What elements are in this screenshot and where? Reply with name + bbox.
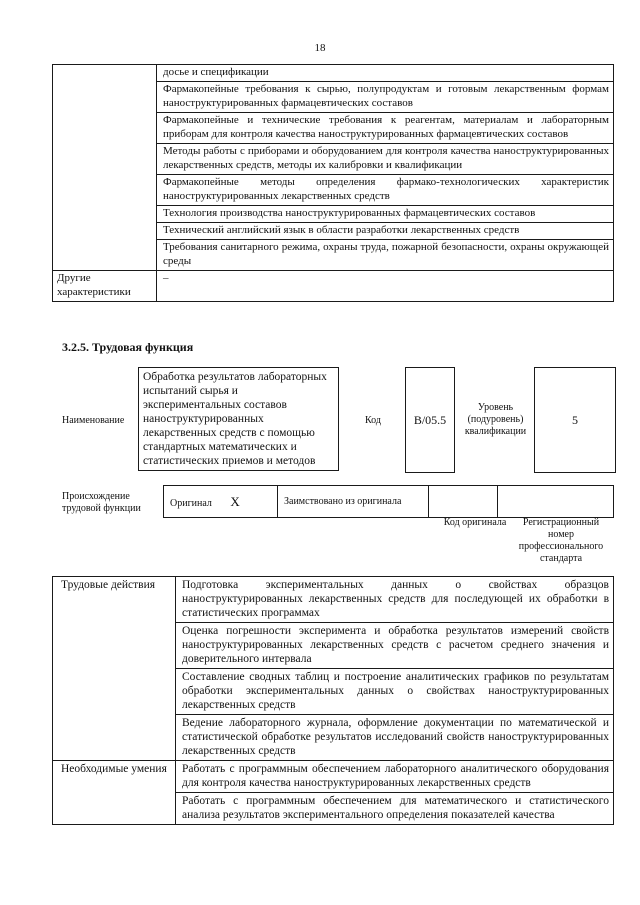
labor-action-item: Подготовка экспериментальных данных о свойствах образцов наноструктурированных лекарственных средств для последующей их обработки в статистических программах (176, 577, 614, 623)
knowledge-item: Методы работы с приборами и оборудованием для контроля качества наноструктурированных лекарственных средств, методы их калибровки и квалификации (157, 144, 614, 175)
skill-item: Работать с программным обеспечением лабораторного аналитического оборудования для контроля качества наноструктурированных лекарственных средств (176, 761, 614, 793)
level-value-box: 5 (534, 367, 616, 473)
registration-number-cell (498, 486, 614, 518)
labor-action-item: Составление сводных таблиц и построение аналитических графиков по результатам обработки экспериментальных данных о свойствах наноструктурированных лекарственных средств (176, 669, 614, 715)
original-cell (164, 486, 278, 518)
original-label: Оригинал (170, 497, 212, 509)
function-details-table (52, 576, 614, 825)
knowledge-item: Технология производства наноструктурированных фармацевтических составов (157, 206, 614, 223)
other-characteristics-value: – (157, 271, 614, 302)
knowledge-item: Требования санитарного режима, охраны труда, пожарной безопасности, охраны окружающей среды (157, 240, 614, 271)
name-label: Наименование (62, 415, 125, 426)
skill-item: Работать с программным обеспечением для математического и статистического анализа результатов экспериментального определения показателей качества (176, 793, 614, 825)
function-name-box: Обработка результатов лабораторных испытаний сырья и экспериментальных составов наноструктурированных лекарственных средств с помощью стандартных математических и статистических приемов и методов (138, 367, 339, 471)
borrowed-label: Заимствовано из оригинала (278, 486, 429, 518)
labor-actions-label: Трудовые действия (53, 577, 176, 761)
level-label: Уровень (подуровень) квалификации (464, 402, 527, 437)
code-value-box: B/05.5 (405, 367, 455, 473)
code-label: Код (365, 415, 381, 426)
original-code-cell (429, 486, 498, 518)
knowledge-item: Фармакопейные требования к сырью, полупродуктам и готовым лекарственным формам наноструктурированных фармацевтических составов (157, 82, 614, 113)
original-mark: X (230, 493, 240, 509)
knowledge-item: Фармакопейные методы определения фармако-технологических характеристик наноструктурированных лекарственных средств (157, 175, 614, 206)
required-skills-label: Необходимые умения (53, 761, 176, 825)
knowledge-table (52, 64, 614, 302)
knowledge-item: Фармакопейные и технические требования к реагентам, материалам и лабораторным приборам для контроля качества наноструктурированных фармацевтических составов (157, 113, 614, 144)
knowledge-item: Технический английский язык в области разработки лекарственных средств (157, 223, 614, 240)
knowledge-label-cell (53, 65, 157, 271)
knowledge-item: досье и спецификации (157, 65, 614, 82)
other-characteristics-label: Другие характеристики (53, 271, 157, 302)
origin-label: Происхождение трудовой функции (62, 491, 141, 514)
page-number: 18 (314, 42, 326, 54)
labor-action-item: Ведение лабораторного журнала, оформление документации по математической и статистической обработке результатов исследований свойств наноструктурированных лекарственных средств (176, 715, 614, 761)
section-heading: 3.2.5. Трудовая функция (62, 340, 194, 354)
origin-table (163, 485, 614, 518)
caption-original-code: Код оригинала (443, 517, 507, 528)
caption-registration-number: Регистрационный номер профессионального стандарта (518, 517, 604, 564)
labor-action-item: Оценка погрешности эксперимента и обработка результатов измерений свойств наноструктурированных лекарственных средств с расчетом среднего значения и доверительного интервала (176, 623, 614, 669)
